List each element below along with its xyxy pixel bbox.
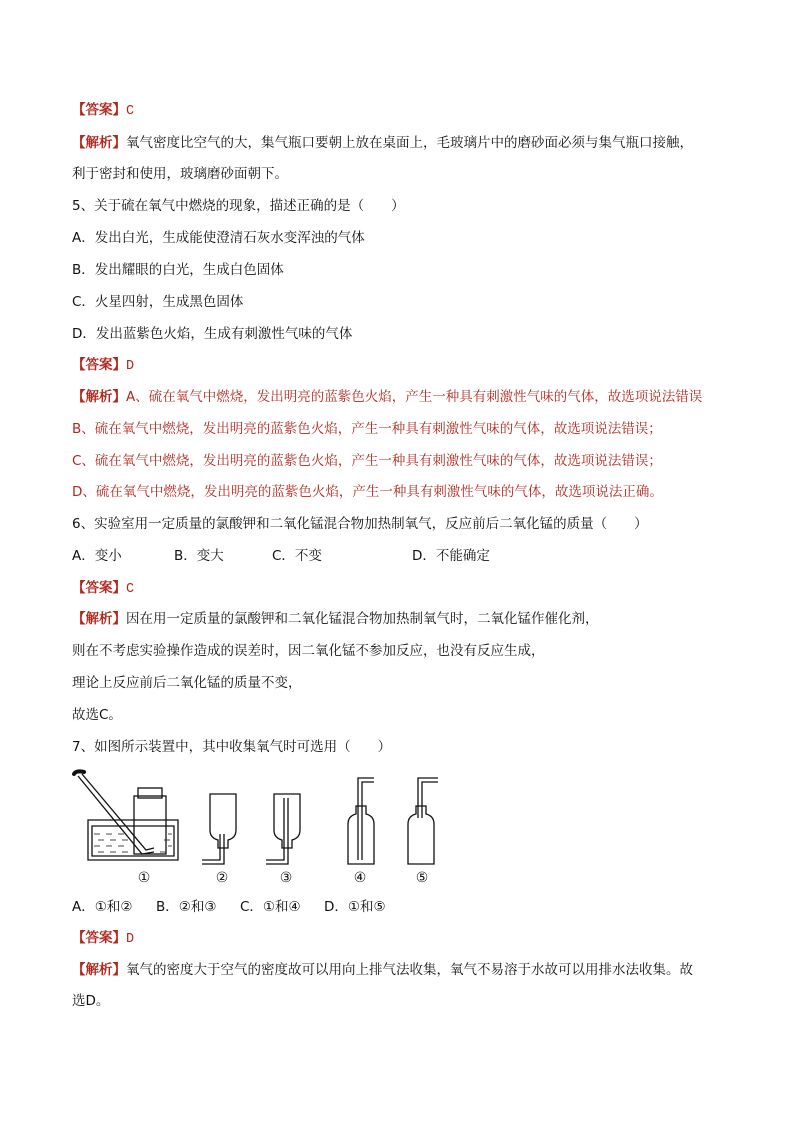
q6-explanation-line-1: [72, 609, 599, 629]
answer-value: D: [126, 932, 135, 947]
q6-option-a: A．变小: [72, 548, 122, 564]
q5-option-a: A．发出白光，生成能使澄清石灰水变浑浊的气体: [72, 230, 365, 246]
q7-option-c: C．①和④: [240, 899, 301, 915]
upright-bottle-short-tube: [408, 778, 438, 864]
q7-options: [72, 897, 386, 917]
answer-value: C: [126, 104, 135, 119]
q7-option-d: D．①和⑤: [324, 899, 386, 915]
answer-tag: 【答案】: [72, 357, 126, 373]
inverted-bottle-long-tube: [266, 794, 300, 864]
q7-option-b: B．②和③: [156, 899, 217, 915]
q6-options: [72, 546, 490, 566]
q5-stem: 5、关于硫在氧气中燃烧的现象，描述正确的是（ ）: [72, 198, 405, 214]
q6-option-d: D．不能确定: [412, 548, 490, 564]
q6-option-b: B．变大: [174, 548, 224, 564]
explanation-tag: 【解析】: [72, 611, 126, 627]
q7-stem: 7、如图所示装置中，其中收集氧气时可选用（ ）: [72, 739, 392, 755]
explanation-text: 氧气的密度大于空气的密度故可以用向上排气法收集，氧气不易溶于水故可以用排水法收集。故: [126, 962, 693, 978]
inverted-bottle-short-tube: [202, 794, 236, 864]
q6-explanation-line-2: 则在不考虑实验操作造成的误差时，因二氧化锰不参加反应，也没有反应生成，: [72, 643, 545, 659]
q5-explanation-a: [72, 387, 722, 407]
figure-label-4: ④: [353, 870, 367, 886]
explanation-tag: 【解析】: [72, 389, 126, 405]
q4-explanation-line-2: 利于密封和使用，玻璃磨砂面朝下。: [72, 166, 288, 182]
explanation-text: 氧气密度比空气的大，集气瓶口要朝上放在桌面上，毛玻璃片中的磨砂面必须与集气瓶口接触，: [126, 135, 693, 151]
q5-option-b: B．发出耀眼的白光，生成白色固体: [72, 262, 284, 278]
explanation-text: 因在用一定质量的氯酸钾和二氧化锰混合物加热制氧气时，二氧化锰作催化剂，: [126, 611, 599, 627]
apparatus-figure: [64, 768, 464, 888]
q5-option-c: C．火星四射，生成黑色固体: [72, 294, 244, 310]
water-trough-apparatus: [74, 771, 178, 860]
q6-answer-line: [72, 578, 134, 600]
q7-explanation-line-1: [72, 960, 693, 980]
answer-value: C: [126, 582, 135, 597]
q7-option-a: A．①和②: [72, 899, 133, 915]
upright-bottle-long-tube: [348, 778, 374, 864]
q7-explanation-line-2: 选D。: [72, 993, 110, 1009]
q6-option-c: C．不变: [272, 548, 322, 564]
q5-explanation-d: D、硫在氧气中燃烧，发出明亮的蓝紫色火焰，产生一种具有刺激性气味的气体，故选项说法正确。: [72, 484, 663, 500]
q7-answer-line: [72, 928, 134, 950]
figure-label-2: ②: [215, 870, 229, 886]
answer-tag: 【答案】: [72, 930, 126, 946]
figure-label-3: ③: [279, 870, 293, 886]
q5-explanation-c: C、硫在氧气中燃烧，发出明亮的蓝紫色火焰，产生一种具有刺激性气味的气体，故选项说法错误；: [72, 453, 662, 469]
q4-explanation-line-1: [72, 133, 693, 153]
q6-explanation-line-4: 故选C。: [72, 707, 122, 723]
explanation-tag: 【解析】: [72, 135, 126, 151]
figure-label-5: ⑤: [415, 870, 429, 886]
answer-tag: 【答案】: [72, 580, 126, 596]
q6-explanation-line-3: 理论上反应前后二氧化锰的质量不变，: [72, 675, 302, 691]
q5-answer-line: [72, 355, 134, 377]
q4-answer-line: [72, 100, 134, 122]
q6-stem: 6、实验室用一定质量的氯酸钾和二氧化锰混合物加热制氧气，反应前后二氧化锰的质量（ ）: [72, 516, 648, 532]
q5-explanation-b: B、硫在氧气中燃烧，发出明亮的蓝紫色火焰，产生一种具有刺激性气味的气体，故选项说法错误；: [72, 421, 662, 437]
explanation-tag: 【解析】: [72, 962, 126, 978]
q5-option-d: D．发出蓝紫色火焰，生成有刺激性气味的气体: [72, 326, 353, 342]
answer-tag: 【答案】: [72, 102, 126, 118]
answer-value: D: [126, 359, 135, 374]
explanation-text: A、硫在氧气中燃烧，发出明亮的蓝紫色火焰，产生一种具有刺激性气味的气体，故选项说法错误: [126, 389, 703, 405]
figure-label-1: ①: [137, 870, 151, 886]
